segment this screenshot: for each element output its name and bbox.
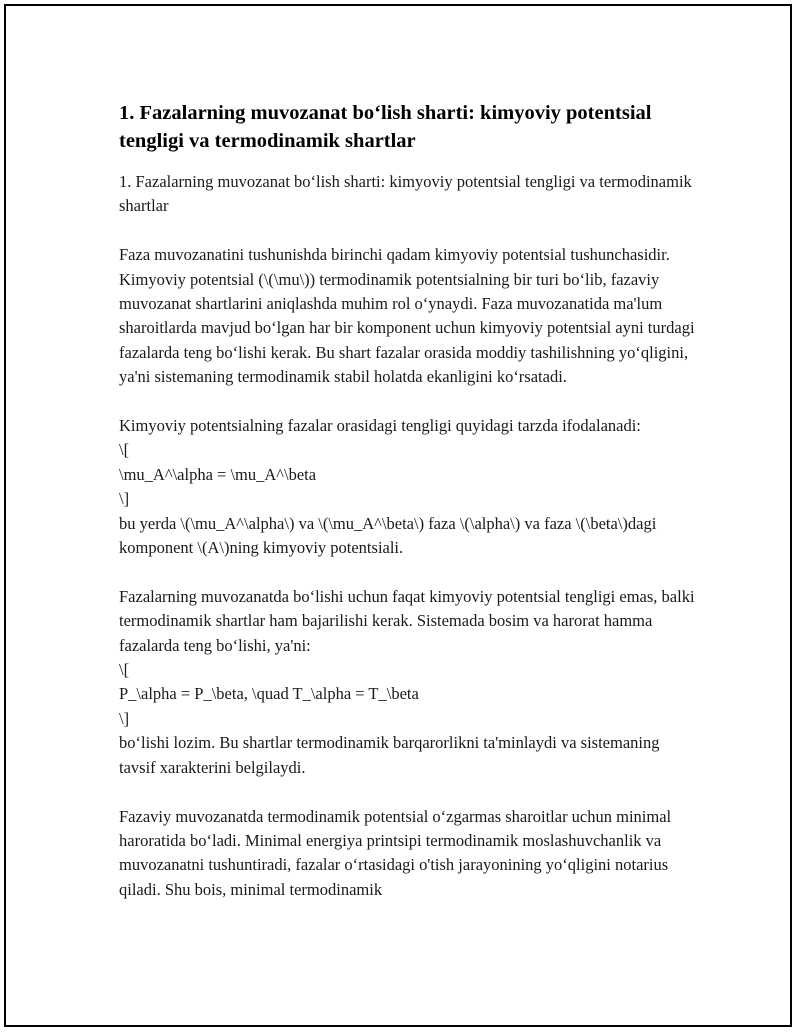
display-math-close: \] xyxy=(119,489,130,509)
conditions-intro: Fazalarning muvozanatda bo‘lishi uchun faqat kimyoviy potentsial tengligi emas, balki termodinamik shartlar ham bajarilishi kerak. Sistemada bosim va harorat hamma fazalarda teng bo‘lishi, ya'ni: xyxy=(119,586,695,655)
document-heading: 1. Fazalarning muvozanat bo‘lish sharti: kimyoviy potentsial tengligi va termodinamik shartlar xyxy=(119,102,652,152)
display-math-open: \[ xyxy=(119,440,130,460)
display-math-open: \[ xyxy=(119,660,130,680)
equality-explanation: bu yerda \(\mu_A^\alpha\) va \(\mu_A^\beta\) faza \(\alpha\) va faza \(\beta\)dagi komponent \(A\)ning kimyoviy potentsiali. xyxy=(119,513,657,558)
chemical-potential-formula: \mu_A^\alpha = \mu_A^\beta xyxy=(119,464,317,484)
conditions-explanation: bo‘lishi lozim. Bu shartlar termodinamik barqarorlikni ta'minlaydi va sistemaning tavsif xarakterini belgilaydi. xyxy=(119,733,660,777)
intro-paragraph: 1. Fazalarning muvozanat bo‘lish sharti: kimyoviy potentsial tengligi va termodinamik shartlar xyxy=(119,172,692,216)
document-page xyxy=(4,4,792,1027)
minimal-energy-paragraph: Fazaviy muvozanatda termodinamik potentsial o‘zgarmas sharoitlar uchun minimal haroratida bo‘ladi. Minimal energiya printsipi termodinamik moslashuvchanlik va muvozanatni tushuntiradi, fazalar o‘rtasidagi o'tish jarayonining yo‘qligini notarius qiladi. Shu bois, minimal termodinamik xyxy=(119,806,672,899)
pressure-temperature-formula: P_\alpha = P_\beta, \quad T_\alpha = T_\beta xyxy=(119,684,419,704)
chemical-potential-paragraph: Faza muvozanatini tushunishda birinchi qadam kimyoviy potentsial tushunchasidir. Kimyoviy potentsial (\(\mu\)) termodinamik potentsialning bir turi bo‘lib, fazaviy muvozanat shartlarini aniqlashda muhim rol o‘ynaydi. Faza muvozanatida ma'lum sharoitlarda mavjud bo‘lgan har bir komponent uchun kimyoviy potentsial ayni turdagi fazalarda teng bo‘lishi kerak. Bu shart fazalar orasida moddiy tashilishning yo‘qligini, ya'ni sistemaning termodinamik stabil holatda ekanligini ko‘rsatadi. xyxy=(119,245,695,387)
equality-intro: Kimyoviy potentsialning fazalar orasidagi tengligi quyidagi tarzda ifodalanadi: xyxy=(119,416,641,436)
display-math-close: \] xyxy=(119,708,130,728)
equality-paragraph xyxy=(119,414,699,560)
thermodynamic-conditions-paragraph xyxy=(119,585,699,780)
document-body xyxy=(119,99,699,927)
